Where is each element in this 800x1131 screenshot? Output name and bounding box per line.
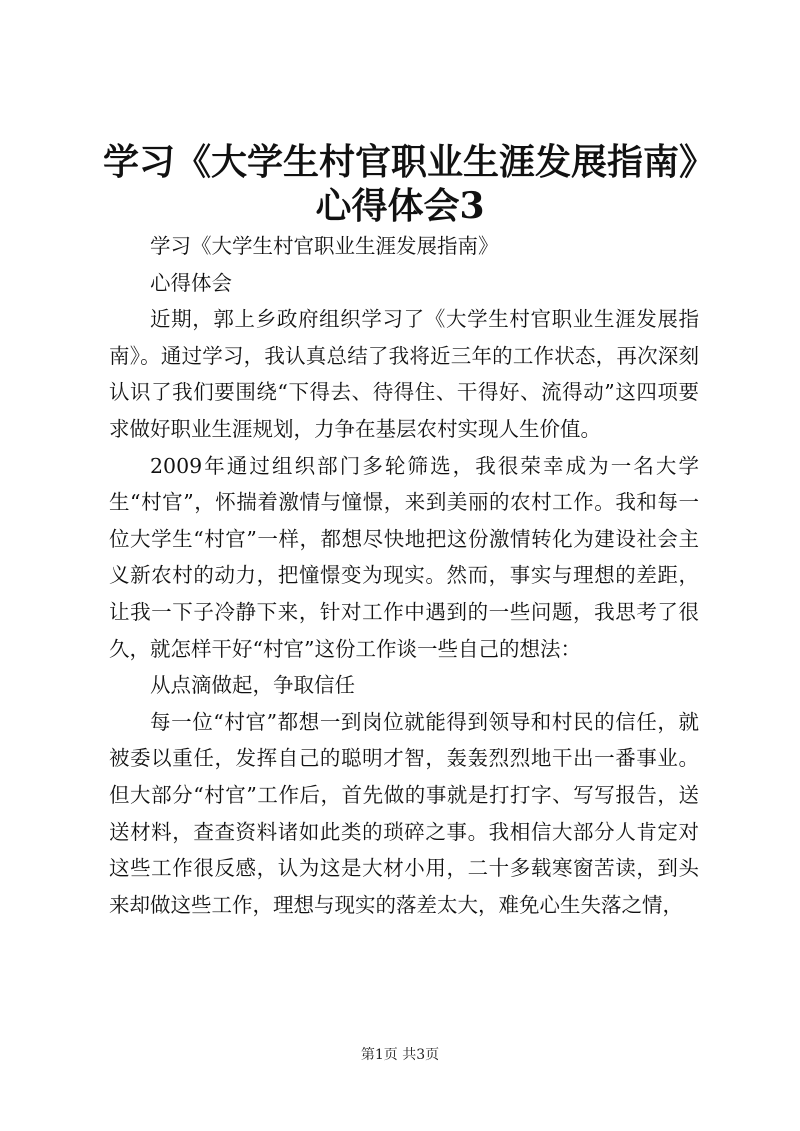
paragraph-subtitle-2: 心得体会 [150,270,232,295]
document-body [109,228,699,923]
paragraph-subtitle: 学习《大学生村官职业生涯发展指南》 [150,234,499,258]
paragraph-background: 2009年通过组织部门多轮筛选，我很荣幸成为一名大学生“村官”，怀揣着激情与憧憬，来到美丽的农村工作。我和每一位大学生“村官”一样，都想尽快地把这份激情转化为建设社会主义新农村的动力，把憧憬变为现实。然而，事实与理想的差距，让我一下子冷静下来，针对工作中遇到的一些问题，我思考了很久，就怎样干好“村官”这份工作谈一些自己的想法： [109,453,699,661]
paragraph-intro: 近期，郭上乡政府组织学习了《大学生村官职业生涯发展指南》。通过学习，我认真总结了我将近三年的工作状态，再次深刻认识了我们要围绕“下得去、待得住、干得好、流得动”这四项要求做好职业生涯规划，力争在基层农村实现人生价值。 [109,307,699,441]
paragraph-section-body: 每一位“村官”都想一到岗位就能得到领导和村民的信任，就被委以重任，发挥自己的聪明才智，轰轰烈烈地干出一番事业。但大部分“村官”工作后，首先做的事就是打打字、写写报告，送送材料，查查资料诸如此类的琐碎之事。我相信大部分人肯定对这些工作很反感，认为这是大材小用，二十多载寒窗苦读，到头来却做这些工作，理想与现实的落差太大，难免心生失落之情， [109,709,699,917]
page-footer: 第1页 共3页 [360,1047,440,1063]
document-title: 学习《大学生村官职业生涯发展指南》心得体会3 [102,141,697,227]
section-heading: 从点滴做起，争取信任 [150,673,355,698]
